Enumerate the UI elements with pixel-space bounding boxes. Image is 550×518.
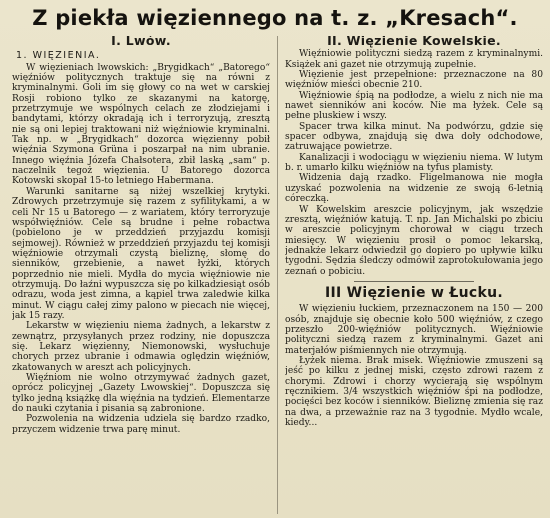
paragraph: W więzieniu łuckiem, przeznaczonem na 150 — 200 osób, znajduje się obecnie koło 500 więźniów, z czego przeszło 200-więźniów politycznych. Więźniowie polityczni siedzą razem z kryminalnymi. Gazet ani materjałów piśmiennych nie otrzymują.: [285, 304, 543, 356]
right-column: [285, 36, 543, 518]
subsection-title: 1. WIĘZIENIA.: [16, 50, 101, 62]
section-title-kowel: II. Więzienie Kowelskie.: [327, 36, 501, 48]
section-title-lwow: I. Lwów.: [111, 36, 171, 48]
paragraph: Więźniowie polityczni siedzą razem z kryminalnymi. Książek ani gazet nie otrzymują zupełnie.: [285, 49, 543, 70]
paragraph: Więźniom nie wolno otrzymywać żadnych gazet, oprócz policyjnej „Gazety Lwowskiej“. Dopuszcza się tylko jedną książkę dla więźnia na tydzień. Elementarze do nauki czytania i pisania są zabronione.: [12, 373, 270, 415]
paragraph: W więzieniach lwowskich: „Brygidkach“ „Batorego“ więźniów politycznych traktuje się na równi z kryminalnymi. Goli im się głowy co na wet w carskiej Rosji robiono tylko ze skazanymi na katorgę, przetrzymuje we wspólnych celach ze złodziejami i bandytami, którzy okradają ich i terroryzują, zresztą nie są oni lepiej traktowani niż więźniowie kryminalni. Tak np. w „Brygidkach“ dozorca więzienny pobił więźnia Szymona Grüna i poszarpał na nim ubranie. Innego więźnia Józefa Chałsotera, zbił laską „sam“ p. naczelnik tegoż więzienia. U Batorego dozorca Kotowski skopał 15-to letniego Habermana.: [12, 62, 270, 187]
left-column: [12, 36, 270, 518]
paragraph: Spacer trwa kilka minut. Na podwórzu, gdzie się spacer odbywa, znajdują się dwa doły odchodowe, zatruwające powietrze.: [285, 121, 543, 153]
paragraph: Pozwolenia na widzenia udziela się bardzo rzadko, przyczem widzenie trwa parę minut.: [12, 414, 270, 435]
paragraph: Łyżek niema. Brak misek. Więźniowie zmuszeni są jeść po kilku z jednej miski, często zdrowi razem z chorymi. Zdrowi i chorzy wycierają się wspólnym ręcznikiem. 3/4 wszystkich więźniów śpi na podłodze, pocięści bez koców i sienników. Bieliznę zmienia się raz na dwa, a przeważnie raz na 3 tygodnie. Mydło wcale, kiedy...: [285, 355, 543, 429]
section-separator: [354, 281, 474, 282]
paragraph: Widzenia dają rzadko. Fligelmanowa nie mogła uzyskać pozwolenia na widzenie ze swoją 6-letnią córeczką.: [285, 173, 543, 205]
paragraph: Więźniowie śpią na podłodze, a wielu z nich nie ma nawet sienników ani koców. Nie ma łyżek. Cele są pełne pluskiew i wszy.: [285, 90, 543, 122]
paragraph: W Kowelskim areszcie policyjnym, jak wszędzie zresztą, więźniów katują. T. np. Jan Michalski po zbiciu w areszcie policyjnym chorował w ciągu trzech miesięcy. W więzieniu prosił o pomoc lekarską, jednakże lekarz odwiedził go dopiero po upływie kilku tygodni. Sędzia śledczy odmówił zaprotokułowania jego zeznań o pobiciu.: [285, 204, 543, 277]
column-divider: [277, 36, 278, 514]
paragraph: Więzienie jest przepełnione: przeznaczone na 80 więźniów mieści obecnie 210.: [285, 70, 543, 91]
paragraph: Kanalizacji i wodociągu w więzieniu niema. W lutym b. r. umarło kilku więźniów na tyfus plamisty.: [285, 152, 543, 174]
paragraph: Warunki sanitarne są niżej wszelkiej krytyki. Zdrowych przetrzymuje się razem z syfilitykami, a w celi Nr 15 u Batorego — z wariatem, który terroryzuje współwięźniów. Cele są brudne i pełne robactwa (pobielono je w przeddzień przyjazdu komisji sejmowej). Również w przeddzień przyjazdu tej komisji więźniowie otrzymali czystą bieliznę, słomę do sienników, grzebienie, a nawet łyżki, których poprzednio nie mieli. Mydła do mycia więźniowie nie otrzymują. Do łaźni wypuszcza się po kilkadziesiąt osób odrazu, woda jest zimna, a kąpiel trwa zaledwie kilka minut. W ciągu całej zimy palono w piecach nie więcej, jak 15 razy.: [12, 186, 270, 321]
paragraph: Lekarstw w więzieniu niema żadnych, a lekarstw z zewnątrz, przysyłanych przez rodziny, nie dopuszcza się. Lekarz więzienny, Niemonowski, wysłuchuje chorych przez ubranie i odmawia oględzin więźniów, zkatowanych w areszt ach policyjnych.: [12, 321, 270, 373]
section-title-luck: III Więzienie w Łucku.: [324, 284, 504, 301]
headline: Z piekła więziennego na t. z. „Kresach“.: [32, 6, 518, 30]
